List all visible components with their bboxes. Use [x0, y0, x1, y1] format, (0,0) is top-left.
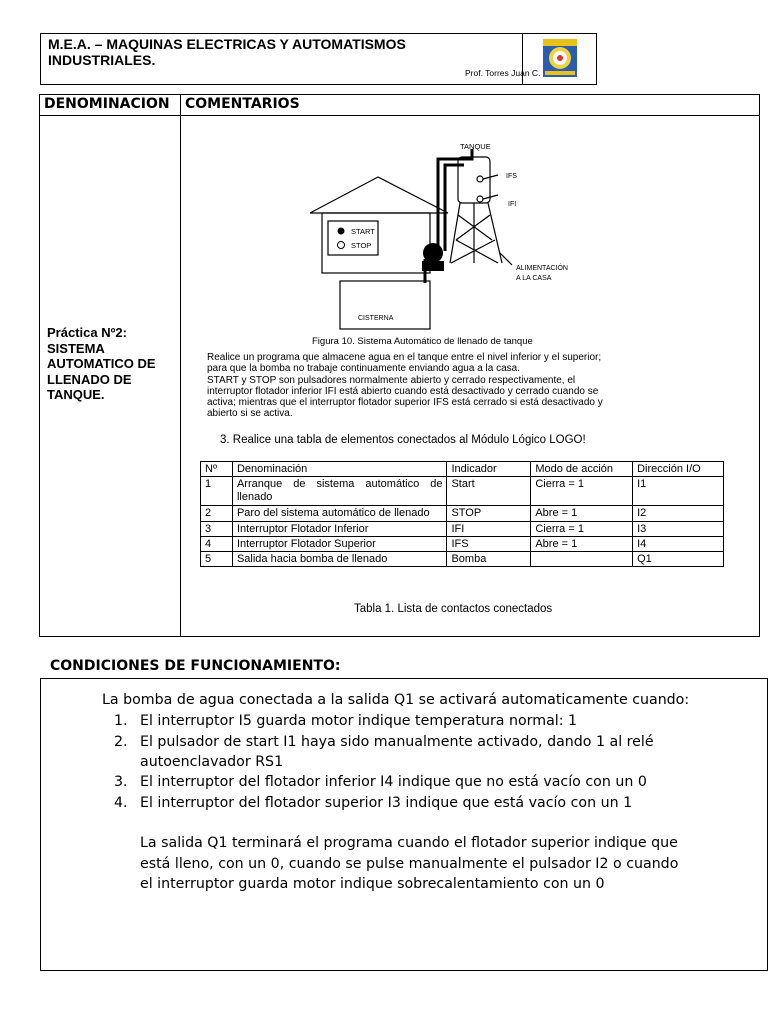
- table-cell: I3: [633, 522, 724, 537]
- conditions-intro: La bomba de agua conectada a la salida Q1 se activará automaticamente cuando:: [102, 692, 690, 708]
- list-item: autoenclavador RS1: [140, 754, 284, 770]
- description-line: activa; mientras que el interruptor flotador superior IFS está cerrado si está desactivado y: [207, 397, 603, 409]
- tank-system-diagram: [300, 135, 600, 335]
- list-item: El interruptor I5 guarda motor indique temperatura normal: 1: [140, 713, 578, 729]
- list-number: 2.: [114, 734, 128, 750]
- table-cell: Interruptor Flotador Inferior: [232, 522, 447, 537]
- document-header: [40, 33, 597, 85]
- school-logo-cell: [522, 33, 597, 85]
- comentarios-header: COMENTARIOS: [185, 96, 300, 112]
- label-alimentacion: A LA CASA: [516, 275, 552, 282]
- list-item: El interruptor del flotador inferior I4 indique que no está vacío con un 0: [140, 774, 647, 790]
- start-button-icon: [338, 228, 345, 235]
- description-line: abierto si se activa.: [207, 408, 293, 420]
- table-cell: Bomba: [447, 552, 531, 567]
- conditions-heading: CONDICIONES DE FUNCIONAMIENTO:: [50, 658, 341, 674]
- task-instruction: 3. Realice una tabla de elementos conectados al Módulo Lógico LOGO!: [220, 434, 586, 446]
- table-cell: Interruptor Flotador Superior: [232, 537, 447, 552]
- course-title: [48, 36, 518, 68]
- label-cisterna: CISTERNA: [358, 315, 394, 322]
- course-title-line-2: INDUSTRIALES.: [48, 52, 156, 68]
- practice-title-line: LLENADO DE: [47, 371, 132, 387]
- table-cell: Cierra = 1: [531, 477, 633, 506]
- course-title-line-1: M.E.A. – MAQUINAS ELECTRICAS Y AUTOMATISMOS: [48, 36, 406, 52]
- table-cell: Abre = 1: [531, 537, 633, 552]
- table-cell: 3: [201, 522, 233, 537]
- table-cell: I1: [633, 477, 724, 506]
- practice-title-line: TANQUE.: [47, 387, 105, 402]
- pump-icon: [423, 243, 443, 263]
- conditions-box: [40, 678, 768, 971]
- list-item: El interruptor del flotador superior I3 indique que está vacío con un 1: [140, 795, 633, 811]
- table-divider: [180, 95, 181, 636]
- contacts-table: [200, 461, 724, 567]
- table-cell: 1: [201, 477, 233, 506]
- header-cell: Nº: [201, 462, 233, 477]
- table-cell: IFI: [447, 522, 531, 537]
- table-row: [201, 522, 724, 537]
- table-header-row: [201, 462, 724, 477]
- closing-line: está lleno, con un 0, cuando se pulse manualmente el pulsador I2 o cuando: [140, 856, 679, 872]
- table-divider: [40, 115, 759, 116]
- table-cell: Abre = 1: [531, 506, 633, 522]
- practice-title-line: SISTEMA: [47, 340, 105, 356]
- header-cell: Denominación: [232, 462, 447, 477]
- list-number: 4.: [114, 795, 128, 811]
- table-cell: Cierra = 1: [531, 522, 633, 537]
- header-cell: Dirección I/O: [633, 462, 724, 477]
- table-row: [201, 552, 724, 567]
- header-cell: Modo de acción: [531, 462, 633, 477]
- table-cell: Salida hacia bomba de llenado: [232, 552, 447, 567]
- school-logo-icon: [523, 33, 597, 83]
- table-cell: Paro del sistema automático de llenado: [232, 506, 447, 522]
- label-ifi: IFI: [508, 201, 517, 208]
- figure-caption: Figura 10. Sistema Automático de llenado de tanque: [312, 336, 533, 347]
- table-cell: [531, 552, 633, 567]
- description-line: START y STOP son pulsadores normalmente abierto y cerrado respectivamente, el: [207, 374, 576, 386]
- table-cell: 4: [201, 537, 233, 552]
- table-cell: 2: [201, 506, 233, 522]
- table-cell: Start: [447, 477, 531, 506]
- header-cell: Indicador: [447, 462, 531, 477]
- label-stop: STOP: [351, 241, 372, 250]
- label-alimentacion: ALIMENTACIÓN: [516, 265, 568, 272]
- table-cell: STOP: [447, 506, 531, 522]
- table-cell: I4: [633, 537, 724, 552]
- house-roof: [310, 177, 448, 213]
- table-cell: 5: [201, 552, 233, 567]
- closing-line: La salida Q1 terminará el programa cuando el flotador superior indique que: [140, 835, 678, 851]
- practice-label: Práctica Nº2:: [47, 325, 127, 340]
- denominacion-header: DENOMINACION: [44, 96, 170, 112]
- table-caption: Tabla 1. Lista de contactos conectados: [354, 603, 553, 615]
- closing-line: el interruptor guarda motor indique sobrecalentamiento con un 0: [140, 876, 605, 892]
- description-line: para que la bomba no trabaje continuamente enviando agua a la casa.: [207, 363, 521, 375]
- table-cell: Q1: [633, 552, 724, 567]
- table-cell: IFS: [447, 537, 531, 552]
- description-line: interruptor flotador inferior IFI está abierto cuando está desactivado y cerrado cuando se: [207, 385, 599, 397]
- table-cell: I2: [633, 506, 724, 522]
- label-ifs: IFS: [506, 173, 517, 180]
- practice-title: [47, 325, 175, 403]
- stop-button-icon: [338, 242, 345, 249]
- list-number: 3.: [114, 774, 128, 790]
- practice-title-line: AUTOMATICO DE: [47, 356, 156, 371]
- label-start: START: [351, 227, 375, 236]
- description-line: Realice un programa que almacene agua en el tanque entre el nivel inferior y el superior;: [207, 352, 602, 363]
- table-row: [201, 477, 724, 506]
- table-row: [201, 537, 724, 552]
- label-tanque: TANQUE: [460, 142, 491, 151]
- list-item: El pulsador de start I1 haya sido manualmente activado, dando 1 al relé: [140, 734, 654, 750]
- professor-name: Prof. Torres Juan C.: [465, 68, 541, 78]
- table-cell: Arranque de sistema automático de llenado: [232, 477, 447, 506]
- list-number: 1.: [114, 713, 128, 729]
- table-row: [201, 506, 724, 522]
- exercise-description: [207, 352, 672, 420]
